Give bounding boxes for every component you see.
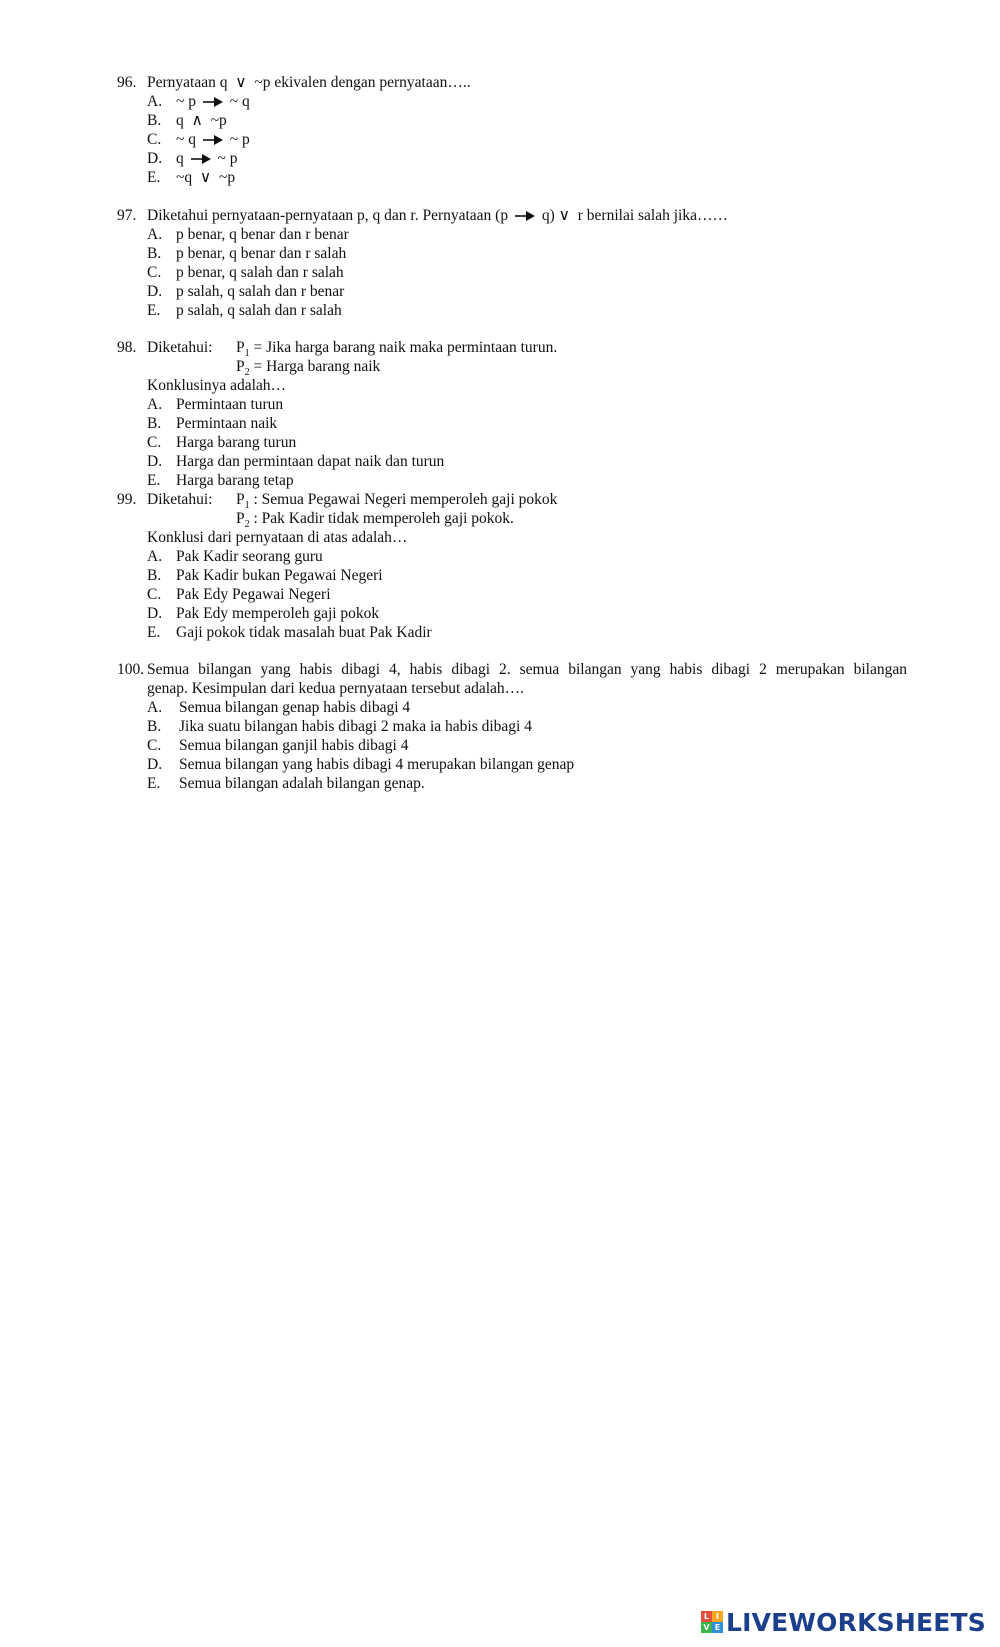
- mark-letter: E: [712, 1622, 723, 1633]
- stem-part: Pernyataan q: [147, 74, 228, 91]
- given-label: Diketahui:: [147, 491, 213, 508]
- stem-part: ~p ekivalen dengan pernyataan…..: [254, 74, 471, 91]
- question-stem: [147, 73, 471, 92]
- premise-index: 2: [244, 519, 250, 531]
- premise-symbol: P: [236, 358, 245, 375]
- option-label: A.: [147, 93, 163, 110]
- option-label: A.: [147, 548, 163, 565]
- stem-part: r bernilai salah jika……: [577, 207, 728, 224]
- premise-text: = Jika harga barang naik maka permintaan turun.: [253, 339, 558, 356]
- implies-arrow-icon: [191, 154, 211, 164]
- operand: ~ p: [229, 131, 250, 148]
- option-label: A.: [147, 226, 163, 243]
- premise-index: 1: [244, 500, 250, 512]
- implies-arrow-icon: [203, 135, 223, 145]
- question-number: 100.: [117, 661, 145, 678]
- premise-symbol: P: [236, 510, 245, 527]
- liveworksheets-mark-icon: [701, 1611, 723, 1633]
- question-number: 98.: [117, 339, 137, 356]
- or-symbol: ∨: [231, 74, 251, 91]
- operand: ~ q: [229, 93, 250, 110]
- given-label: Diketahui:: [147, 339, 213, 356]
- option-text: Pak Kadir bukan Pegawai Negeri: [176, 567, 383, 584]
- operand: ~ p: [217, 150, 238, 167]
- implies-arrow-icon: [203, 97, 223, 107]
- option-text: Semua bilangan genap habis dibagi 4: [179, 699, 411, 716]
- option-text: Pak Kadir seorang guru: [176, 548, 323, 565]
- option-label: C.: [147, 434, 162, 451]
- option-text: Semua bilangan yang habis dibagi 4 merupakan bilangan genap: [179, 756, 575, 773]
- operand: ~p: [210, 112, 227, 129]
- option-text: Harga barang tetap: [176, 472, 294, 489]
- option-text: Harga dan permintaan dapat naik dan turun: [176, 453, 445, 470]
- premise-symbol: P: [236, 339, 245, 356]
- option-text: p salah, q salah dan r salah: [176, 302, 342, 319]
- question-number: 99.: [117, 491, 137, 508]
- option-label: D.: [147, 605, 163, 622]
- option-text: p benar, q salah dan r salah: [176, 264, 344, 281]
- option-label: C.: [147, 264, 162, 281]
- option-text: Permintaan turun: [176, 396, 284, 413]
- option-text: Permintaan naik: [176, 415, 278, 432]
- implies-arrow-icon: [515, 211, 535, 221]
- question-stem: [147, 206, 728, 225]
- option-label: D.: [147, 453, 163, 470]
- mark-letter: I: [712, 1611, 723, 1622]
- option-text: Semua bilangan adalah bilangan genap.: [179, 775, 425, 792]
- option-label: E.: [147, 302, 161, 319]
- premise-text: : Pak Kadir tidak memperoleh gaji pokok.: [253, 510, 514, 527]
- operand: q: [176, 112, 184, 129]
- question-prompt: Konklusi dari pernyataan di atas adalah…: [147, 529, 408, 546]
- option-label: A.: [147, 396, 163, 413]
- stem-part: q): [541, 207, 555, 224]
- premise-index: 2: [244, 367, 250, 379]
- option-text: Pak Edy Pegawai Negeri: [176, 586, 331, 603]
- or-symbol: ∨: [196, 169, 216, 186]
- operand: ~ q: [176, 131, 197, 148]
- question-prompt: Konklusinya adalah…: [147, 377, 287, 394]
- option-label: E.: [147, 775, 161, 792]
- option-label: B.: [147, 718, 162, 735]
- option-text: Pak Edy memperoleh gaji pokok: [176, 605, 380, 622]
- operand: ~ p: [176, 93, 197, 110]
- premise-symbol: P: [236, 491, 245, 508]
- logo-text: LIVEWORKSHEETS: [725, 1607, 986, 1637]
- option-label: C.: [147, 131, 162, 148]
- option-label: C.: [147, 737, 162, 754]
- premise-text: = Harga barang naik: [253, 358, 381, 375]
- option-text: p salah, q salah dan r benar: [176, 283, 345, 300]
- option-label: D.: [147, 756, 163, 773]
- premise-text: : Semua Pegawai Negeri memperoleh gaji pokok: [253, 491, 558, 508]
- option-label: E.: [147, 472, 161, 489]
- option-text: Harga barang turun: [176, 434, 297, 451]
- option-label: D.: [147, 283, 163, 300]
- option-text: Semua bilangan ganjil habis dibagi 4: [179, 737, 409, 754]
- option-label: E.: [147, 169, 161, 186]
- option-text: Gaji pokok tidak masalah buat Pak Kadir: [176, 624, 432, 641]
- operand: ~q: [176, 169, 193, 186]
- liveworksheets-logo[interactable]: [701, 1609, 986, 1635]
- operand: q: [176, 150, 184, 167]
- question-number: 96.: [117, 74, 137, 91]
- or-symbol: ∨: [558, 207, 574, 224]
- mark-letter: L: [701, 1611, 712, 1622]
- option-label: B.: [147, 112, 162, 129]
- stem-part: Diketahui pernyataan-pernyataan p, q dan r. Pernyataan (p: [147, 207, 509, 224]
- mark-letter: V: [701, 1622, 712, 1633]
- option-label: B.: [147, 567, 162, 584]
- option-label: E.: [147, 624, 161, 641]
- option-label: C.: [147, 586, 162, 603]
- option-text: Jika suatu bilangan habis dibagi 2 maka ia habis dibagi 4: [179, 718, 532, 735]
- option-label: D.: [147, 150, 163, 167]
- question-stem-line-1: Semua bilangan yang habis dibagi 4, habis dibagi 2. semua bilangan yang habis dibagi 2 merupakan bilangan: [147, 661, 907, 678]
- option-label: B.: [147, 415, 162, 432]
- operand: ~p: [219, 169, 236, 186]
- option-label: A.: [147, 699, 163, 716]
- question-number: 97.: [117, 207, 137, 224]
- question-stem-line-2: genap. Kesimpulan dari kedua pernyataan tersebut adalah….: [147, 680, 525, 697]
- option-text: p benar, q benar dan r benar: [176, 226, 349, 243]
- premise-index: 1: [244, 348, 250, 360]
- and-symbol: ∧: [187, 112, 207, 129]
- option-text: p benar, q benar dan r salah: [176, 245, 347, 262]
- option-label: B.: [147, 245, 162, 262]
